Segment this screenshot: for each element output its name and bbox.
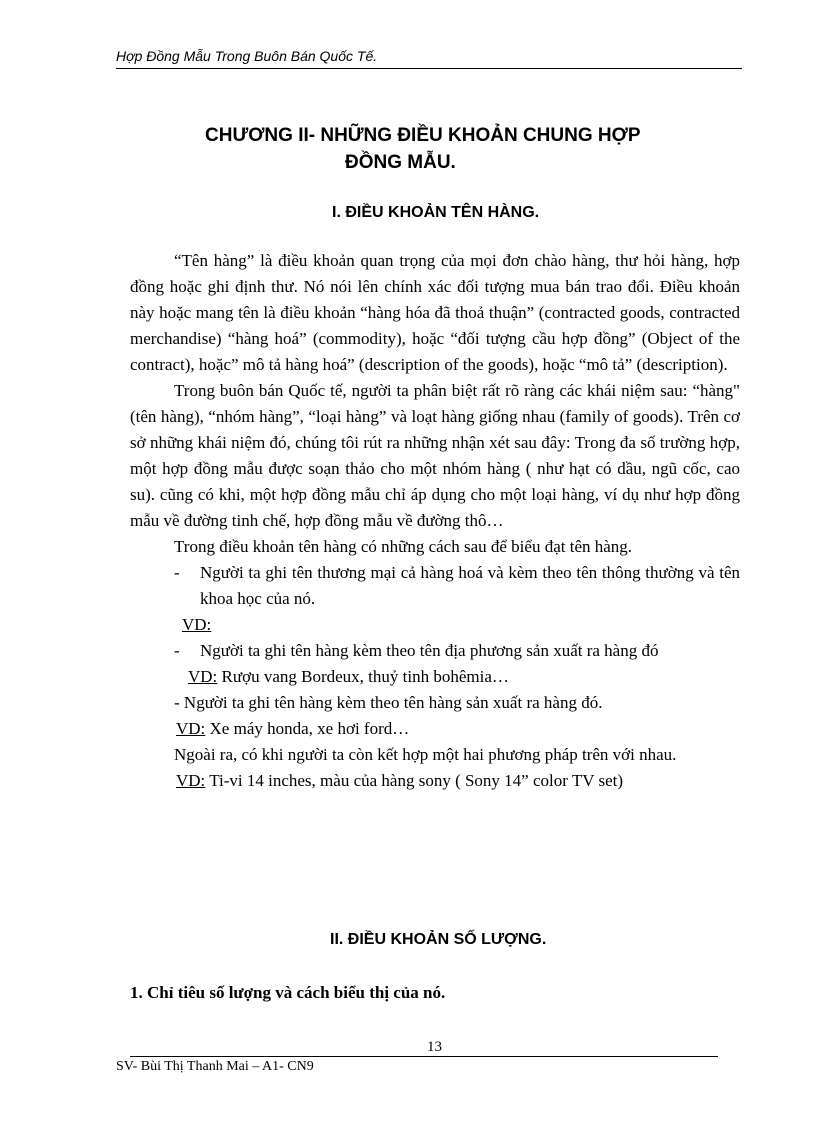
chapter-title-line-2: ĐỒNG MẪU. bbox=[345, 152, 456, 173]
footer-author: SV- Bùi Thị Thanh Mai – A1- CN9 bbox=[116, 1059, 314, 1074]
paragraph-1: “Tên hàng” là điều khoản quan trọng của mọi đơn chào hàng, thư hỏi hàng, hợp đồng hoặc ghi định thư. Nó nói lên chính xác đối tượng mua bán trao đổi. Điều khoản này hoặc mang tên là điều khoản “hàng hóa đã thoả thuận” (contracted goods, contracted merchandise) “hàng hoá” (commodity), hoặc “đối tượng cầu hợp đồng” (Object of the contract), hoặc” mô tả hàng hoá” (description of the goods), hoặc “mô tả” (description). bbox=[130, 251, 740, 374]
bullet-dash: - bbox=[174, 563, 180, 582]
example-3-text: Xe máy honda, xe hơi ford… bbox=[205, 719, 410, 738]
chapter-title-line-1: CHƯƠNG II- NHỮNG ĐIỀU KHOẢN CHUNG HỢP bbox=[205, 125, 641, 146]
footer-divider bbox=[130, 1056, 718, 1057]
example-3 bbox=[130, 716, 740, 742]
list-item-2-text: Người ta ghi tên hàng kèm theo tên địa phương sản xuất ra hàng đó bbox=[200, 641, 659, 660]
list-item-1-text: Người ta ghi tên thương mại cả hàng hoá và kèm theo tên thông thường và tên khoa học của nó. bbox=[200, 563, 740, 608]
chapter-title bbox=[205, 122, 745, 176]
paragraph-2: Trong buôn bán Quốc tế, người ta phân biệt rất rõ ràng các khái niệm sau: “hàng" (tên hàng), “nhóm hàng”, “loại hàng” và loạt hàng giống nhau (family of goods). Trên cơ sở những khái niệm đó, chúng tôi rút ra những nhận xét sau đây: Trong đa số trường hợp, một hợp đồng mẫu được soạn thảo cho một nhóm hàng ( như hạt có dầu, ngũ cốc, cao su). cũng có khi, một hợp đồng mẫu chỉ áp dụng cho một loại hàng, ví dụ như hợp đồng mẫu về đường tinh chế, hợp đồng mẫu về đường thô… bbox=[130, 381, 740, 530]
example-label: VD: bbox=[188, 667, 218, 686]
example-2-text: Rượu vang Bordeux, thuỷ tinh bohêmia… bbox=[217, 667, 509, 686]
body-text bbox=[130, 248, 740, 794]
example-label: VD: bbox=[182, 615, 212, 634]
page-number: 13 bbox=[427, 1039, 442, 1055]
subsection-heading: 1. Chỉ tiêu số lượng và cách biểu thị của nó. bbox=[130, 983, 446, 1002]
list-item-3: - Người ta ghi tên hàng kèm theo tên hàng sản xuất ra hàng đó. bbox=[174, 693, 603, 712]
example-4-text: Ti-vi 14 inches, màu của hàng sony ( Sony 14” color TV set) bbox=[205, 771, 624, 790]
section-heading-1: I. ĐIỀU KHOẢN TÊN HÀNG. bbox=[332, 204, 540, 221]
list-item-2 bbox=[130, 638, 740, 664]
example-label: VD: bbox=[176, 719, 206, 738]
running-header: Hợp Đồng Mẫu Trong Buôn Bán Quốc Tế. bbox=[116, 48, 378, 64]
example-2 bbox=[130, 664, 740, 690]
example-label: VD: bbox=[176, 771, 206, 790]
header-divider bbox=[116, 68, 742, 69]
paragraph-4: Ngoài ra, có khi người ta còn kết hợp một hai phương pháp trên với nhau. bbox=[174, 745, 677, 764]
example-4 bbox=[130, 768, 740, 794]
bullet-dash: - bbox=[174, 641, 180, 660]
section-heading-2: II. ĐIỀU KHOẢN SỐ LƯỢNG. bbox=[330, 931, 547, 948]
list-item-1 bbox=[130, 560, 740, 612]
paragraph-3: Trong điều khoản tên hàng có những cách sau để biểu đạt tên hàng. bbox=[174, 537, 633, 556]
example-1 bbox=[130, 612, 740, 638]
